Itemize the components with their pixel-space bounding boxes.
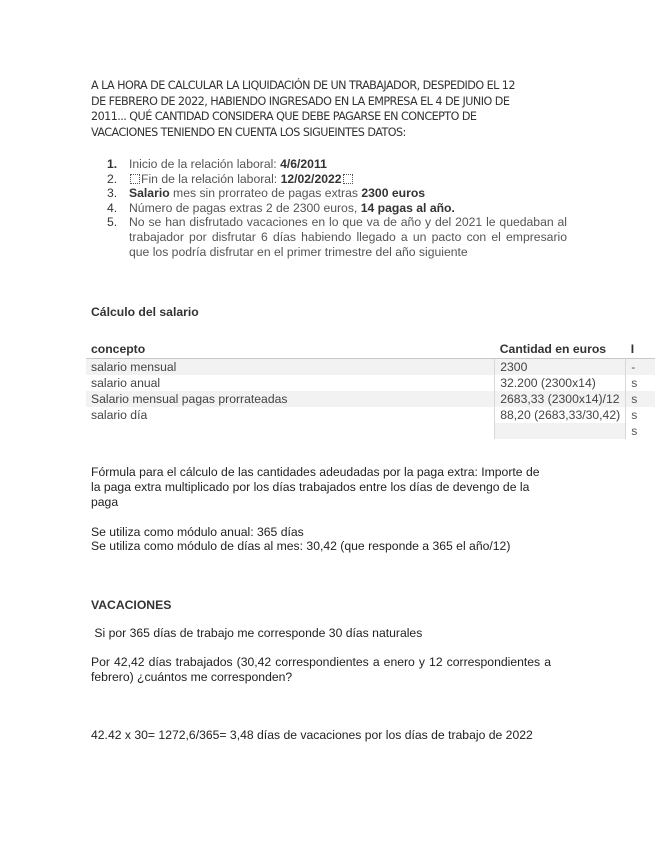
table-row [86, 423, 655, 439]
list-bold: 2300 euros [361, 186, 426, 201]
list-item [107, 186, 567, 201]
table-cell: salario anual [91, 376, 161, 390]
table-header: concepto [86, 340, 495, 359]
table-cell: salario día [91, 408, 148, 422]
list-item [107, 201, 567, 216]
list-item [107, 215, 567, 259]
table-cell: 32.200 (2300x14) [495, 375, 626, 391]
list-bold: 12/02/2022 [280, 171, 342, 186]
list-text: No se han disfrutado vacaciones en lo que va de año y del 2021 le quedaban al trabajador por disfrutar 6 días habiendo llegado a un pacto con el empresario que los podría disfrutar en el primer trimestre del año siguiente [129, 215, 567, 259]
title-line: 2011... QUÉ CANTIDAD CONSIDERA QUE DEBE PAGARSE EN CONCEPTO DE [91, 110, 477, 124]
list-number: 3. [107, 186, 118, 201]
list-item [107, 157, 567, 172]
list-text: Fin de la relación laboral: [141, 171, 281, 186]
formula-paragraph [91, 465, 571, 510]
table-cell: 2300 [495, 359, 626, 376]
table-cell: s [626, 407, 655, 423]
table-cell: s [626, 423, 655, 439]
monthly-module: Se utiliza como módulo de días al mes: 30,42 (que responde a 365 el año/12) [91, 539, 511, 553]
table-header: I [626, 340, 655, 359]
table-cell: s [626, 375, 655, 391]
list-text: Inicio de la relación laboral: [129, 157, 281, 171]
list-text: mes sin prorrateo de pagas extras [169, 186, 362, 201]
placeholder-box-icon [130, 174, 140, 184]
data-list [107, 157, 567, 259]
salary-heading: Cálculo del salario [91, 305, 199, 319]
vacaciones-paragraph-2: Por 42,42 días trabajados (30,42 correspondientes a enero y 12 correspondientes a febrero) ¿cuántos me corresponden? [91, 655, 551, 684]
document-title [91, 78, 561, 140]
list-number: 5. [107, 215, 118, 230]
salary-table [86, 340, 655, 439]
table-cell: 88,20 (2683,33/30,42) [495, 407, 626, 423]
table-row [86, 391, 655, 407]
table-header: Cantidad en euros [495, 340, 626, 359]
list-item [107, 172, 567, 187]
list-number: 4. [107, 200, 118, 215]
placeholder-box-icon [343, 174, 353, 184]
modules-block [91, 525, 571, 553]
formula-line: Fórmula para el cálculo de las cantidades adeudadas por la paga extra: Importe de [91, 465, 540, 479]
table-row [86, 359, 655, 376]
table-cell: salario mensual [86, 359, 495, 376]
formula-line: paga [91, 495, 119, 509]
formula-line: la paga extra multiplicado por los días trabajados entre los días de devengo de la [91, 480, 530, 494]
vacaciones-paragraph-1: Si por 365 días de trabajo me corresponde 30 días naturales [91, 626, 423, 640]
table-row [86, 375, 655, 391]
table-cell [86, 423, 495, 439]
table-header-row [86, 340, 655, 359]
list-number: 2. [107, 171, 118, 186]
list-bold: 14 pagas al año. [360, 200, 455, 215]
list-bold: 4/6/2011 [280, 157, 327, 171]
list-bold: Salario [129, 186, 170, 201]
table-cell: 2683,33 (2300x14)/12 [495, 391, 626, 407]
table-cell: s [626, 391, 655, 407]
table-cell [495, 423, 626, 439]
title-line: VACACIONES TENIENDO EN CUENTA LOS SIGUEINTES DATOS: [91, 125, 406, 139]
list-text: Número de pagas extras 2 de 2300 euros, [129, 200, 361, 215]
list-number: 1. [107, 157, 118, 171]
table-cell: Salario mensual pagas prorrateadas [86, 391, 495, 407]
vacaciones-calculation: 42.42 x 30= 1272,6/365= 3,48 días de vacaciones por los días de trabajo de 2022 [91, 728, 533, 742]
vacaciones-heading: VACACIONES [91, 598, 172, 612]
annual-module: Se utiliza como módulo anual: 365 días [91, 525, 304, 539]
title-line: DE FEBRERO DE 2022, HABIENDO INGRESADO EN LA EMPRESA EL 4 DE JUNIO DE [91, 94, 510, 108]
table-row [86, 407, 655, 423]
title-line: A LA HORA DE CALCULAR LA LIQUIDACIÓN DE UN TRABAJADOR, DESPEDIDO EL 12 [91, 79, 515, 92]
table-cell: - [626, 359, 655, 376]
